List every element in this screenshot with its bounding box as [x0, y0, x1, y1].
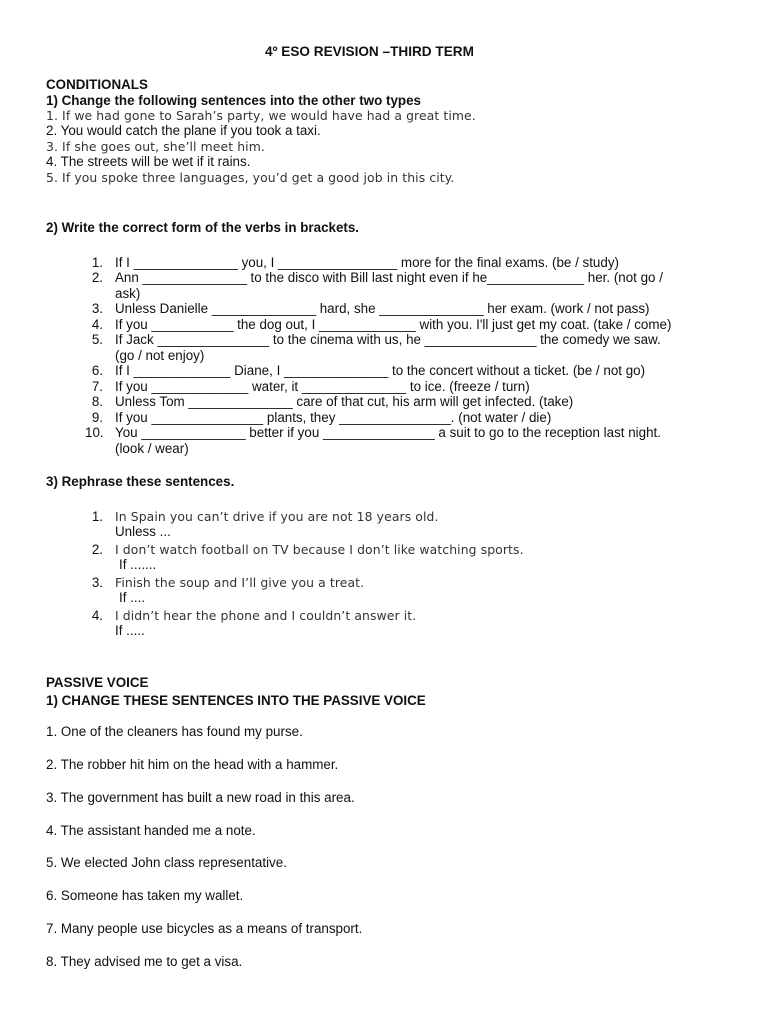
fill-blank-line: If you ___________ the dog out, I _____________ with you. I'll just get my coat. (take / come)	[115, 317, 672, 332]
fill-blank-line-continued: (go / not enjoy)	[115, 348, 205, 363]
section-heading-passive-voice: PASSIVE VOICE	[46, 675, 149, 690]
rephrase-prompt: If .....	[115, 623, 145, 638]
passive-item: 3. The government has built a new road in this area.	[46, 790, 355, 805]
exercise-item: 2. You would catch the plane if you took a taxi.	[46, 123, 321, 138]
fill-blank-line: If I ______________ you, I ________________ more for the final exams. (be / study)	[115, 255, 619, 270]
passive-item: 5. We elected John class representative.	[46, 855, 287, 870]
section-heading-conditionals: CONDITIONALS	[46, 77, 148, 92]
exercise-heading: 1) CHANGE THESE SENTENCES INTO THE PASSIVE VOICE	[46, 693, 426, 708]
passive-item: 1. One of the cleaners has found my purse.	[46, 724, 303, 739]
exercise-heading: 3) Rephrase these sentences.	[46, 474, 235, 489]
exercise-heading: 2) Write the correct form of the verbs in brackets.	[46, 220, 360, 235]
passive-item: 2. The robber hit him on the head with a hammer.	[46, 757, 339, 772]
exercise-item: 3. If she goes out, she’ll meet him.	[46, 139, 265, 154]
list-number: 7.	[91, 379, 103, 394]
rephrase-prompt: Unless ...	[115, 524, 171, 539]
rephrase-prompt: If .......	[119, 557, 157, 572]
passive-item: 4. The assistant handed me a note.	[46, 823, 256, 838]
fill-blank-line: If I _____________ Diane, I ______________ to the concert without a ticket. (be / not go)	[115, 363, 646, 378]
list-number: 4.	[91, 317, 103, 332]
fill-blank-line: If you _______________ plants, they _______________. (not water / die)	[115, 410, 552, 425]
exercise-heading: 1) Change the following sentences into the other two types	[46, 93, 421, 108]
fill-blank-line: Ann ______________ to the disco with Bill last night even if he_____________ her. (not go /	[115, 270, 663, 285]
fill-blank-line: You ______________ better if you _______________ a suit to go to the reception last night.	[115, 425, 661, 440]
rephrase-sentence: I didn’t hear the phone and I couldn’t answer it.	[115, 608, 417, 623]
passive-item: 8. They advised me to get a visa.	[46, 954, 243, 969]
list-number: 2.	[91, 542, 103, 557]
rephrase-sentence: Finish the soup and I’ll give you a treat.	[115, 575, 365, 590]
page-title: 4º ESO REVISION –THIRD TERM	[265, 44, 474, 59]
fill-blank-line-continued: ask)	[115, 286, 141, 301]
fill-blank-line: Unless Tom ______________ care of that cut, his arm will get infected. (take)	[115, 394, 574, 409]
exercise-item: 4. The streets will be wet if it rains.	[46, 154, 251, 169]
list-number: 5.	[91, 332, 103, 347]
passive-item: 6. Someone has taken my wallet.	[46, 888, 244, 903]
rephrase-sentence: I don’t watch football on TV because I don’t like watching sports.	[115, 542, 524, 557]
passive-item: 7. Many people use bicycles as a means of transport.	[46, 921, 363, 936]
list-number: 8.	[91, 394, 103, 409]
fill-blank-line: Unless Danielle ______________ hard, she ______________ her exam. (work / not pass)	[115, 301, 650, 316]
list-number: 3.	[91, 575, 103, 590]
list-number: 1.	[91, 255, 103, 270]
list-number: 9.	[91, 410, 103, 425]
rephrase-prompt: If ....	[119, 590, 146, 605]
list-number: 4.	[91, 608, 103, 623]
list-number: 6.	[91, 363, 103, 378]
exercise-item: 5. If you spoke three languages, you’d get a good job in this city.	[46, 170, 455, 185]
list-number: 10.	[85, 425, 104, 440]
fill-blank-line-continued: (look / wear)	[115, 441, 189, 456]
list-number: 2.	[91, 270, 103, 285]
fill-blank-line: If Jack _______________ to the cinema with us, he _______________ the comedy we saw.	[115, 332, 661, 347]
exercise-item: 1. If we had gone to Sarah’s party, we would have had a great time.	[46, 108, 476, 123]
list-number: 3.	[91, 301, 103, 316]
fill-blank-line: If you _____________ water, it ______________ to ice. (freeze / turn)	[115, 379, 530, 394]
list-number: 1.	[91, 509, 103, 524]
rephrase-sentence: In Spain you can’t drive if you are not 18 years old.	[115, 509, 439, 524]
